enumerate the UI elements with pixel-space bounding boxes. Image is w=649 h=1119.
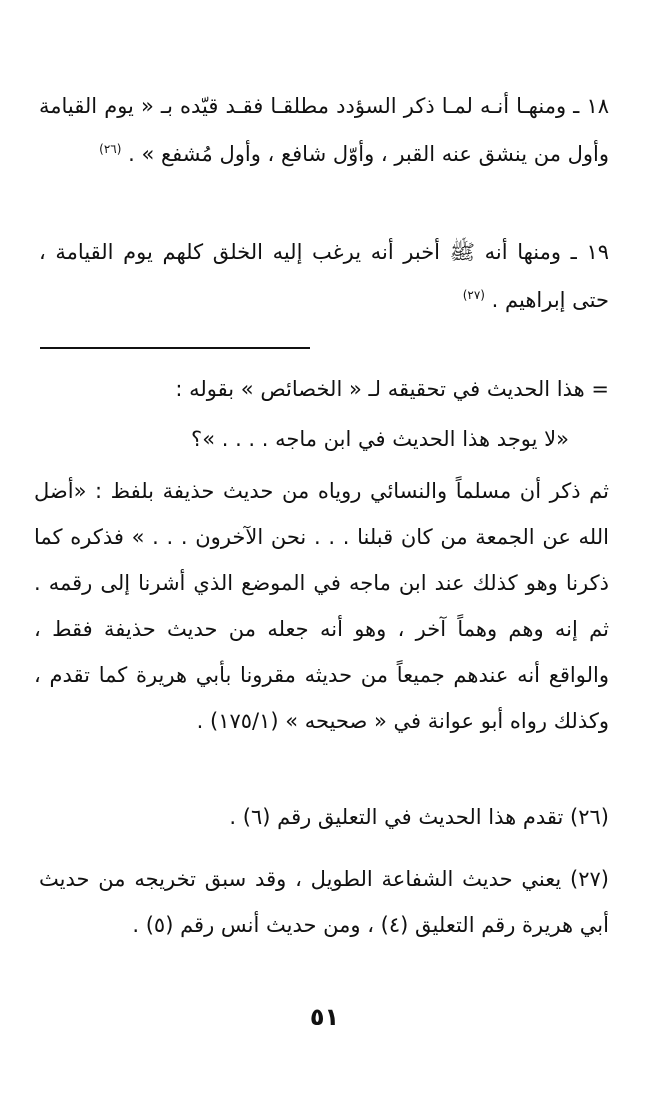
footnote-26: (٢٦) تقدم هذا الحديث في التعليق رقم (٦) .: [229, 805, 609, 829]
item-19: [39, 228, 609, 324]
continuation-lead: = هذا الحديث في تحقيقه لـ « الخصائص » بقوله :: [175, 377, 609, 401]
continuation-body: ثم ذكر أن مسلماً والنسائي روياه من حديث حذيفة بلفظ : «أضل الله عن الجمعة من كان قبلنا . . . نحن الآخرون . . . » فذكره كما ذكرنا وهو كذلك عند ابن ماجه في الموضع الذي أشرنا إلى رقمه . ثم إنه وهم وهماً آخر ، وهو أنه جعله من حديث حذيفة فقط ، والواقع أنه عندهم جميعاً من حديثه مقرونا بأبي هريرة كما تقدم ، وكذلك رواه أبو عوانة في « صحيحه » (١٧٥/١) .: [34, 479, 609, 733]
item-18: [39, 82, 609, 178]
footnote-ref-26[interactable]: (٢٦): [99, 142, 122, 156]
item-19-text: ١٩ ـ ومنها أنه ﷺ أخبر أنه يرغب إليه الخلق كلهم يوم القيامة ، حتى إبراهيم .: [39, 240, 609, 312]
footnote-ref-27[interactable]: (٢٧): [462, 288, 485, 302]
continuation-quote: «لا يوجد هذا الحديث في ابن ماجه . . . . »؟: [191, 427, 569, 451]
item-18-text: ١٨ ـ ومنهـا أنـه لمـا ذكر السؤدد مطلقـا فقـد قيّده بـ « يوم القيامة وأول من ينشق عنه القبر ، وأوّل شافع ، وأول مُشفع » .: [39, 94, 609, 166]
footnote-separator: [40, 347, 310, 349]
page-number: ٥١: [309, 1003, 340, 1031]
footnote-27: (٢٧) يعني حديث الشفاعة الطويل ، وقد سبق تخريجه من حديث أبي هريرة رقم التعليق (٤) ، ومن حديث أنس رقم (٥) .: [39, 867, 609, 937]
